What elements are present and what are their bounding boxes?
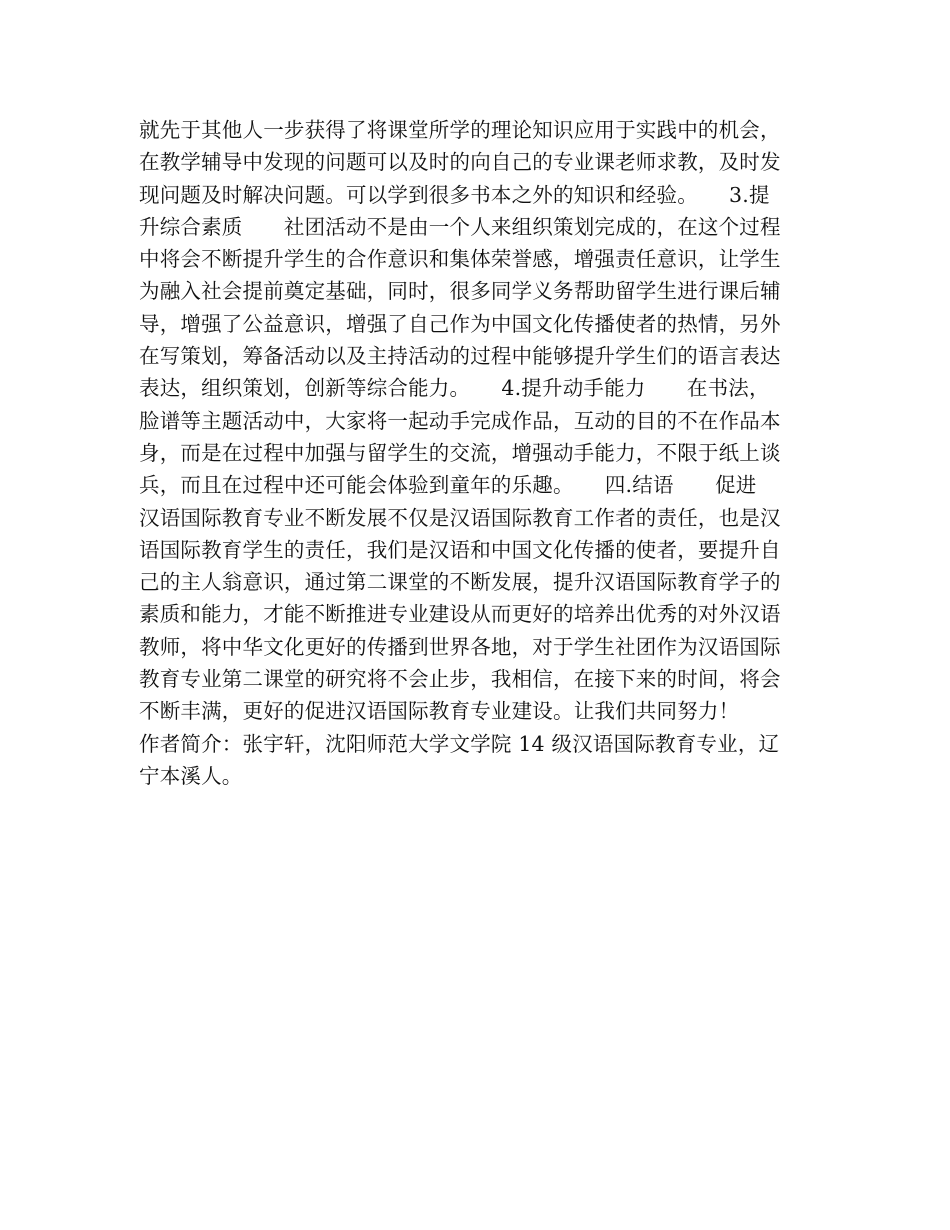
- text-line: 己的主人翁意识，通过第二课堂的不断发展，提升汉语国际教育学子的: [139, 570, 781, 595]
- text-line: 汉语国际教育专业不断发展不仅是汉语国际教育工作者的责任，也是汉: [139, 505, 781, 530]
- text-line: 导，增强了公益意识，增强了自己作为中国文化传播使者的热情，另外: [139, 311, 781, 336]
- author-intro-line: 作者简介：张宇轩，沈阳师范大学文学院 14 级汉语国际教育专业，辽: [139, 731, 780, 756]
- text-line: 升综合素质 社团活动不是由一个人来组织策划完成的，在这个过程: [139, 214, 781, 239]
- text-line: 就先于其他人一步获得了将课堂所学的理论知识应用于实践中的机会，: [139, 118, 781, 142]
- text-line: 在教学辅导中发现的问题可以及时的向自己的专业课老师求教，及时发: [139, 150, 781, 175]
- text-line: 表达，组织策划，创新等综合能力。 4.提升动手能力 在书法，: [139, 376, 770, 401]
- text-line: 在写策划，筹备活动以及主持活动的过程中能够提升学生们的语言表达: [139, 344, 781, 369]
- text-line: 语国际教育学生的责任，我们是汉语和中国文化传播的使者，要提升自: [139, 537, 781, 562]
- text-line: 兵，而且在过程中还可能会体验到童年的乐趣。 四.结语 促进: [139, 473, 757, 498]
- text-line: 现问题及时解决问题。可以学到很多书本之外的知识和经验。 3.提: [139, 182, 770, 207]
- text-line: 素质和能力，才能不断推进专业建设从而更好的培养出优秀的对外汉语: [139, 602, 781, 627]
- text-line: 为融入社会提前奠定基础，同时，很多同学义务帮助留学生进行课后辅: [139, 279, 781, 304]
- body-text: [139, 114, 819, 792]
- text-line: 教师，将中华文化更好的传播到世界各地，对于学生社团作为汉语国际: [139, 634, 781, 659]
- text-line: 身，而是在过程中加强与留学生的交流，增强动手能力，不限于纸上谈: [139, 440, 781, 465]
- text-line: 不断丰满，更好的促进汉语国际教育专业建设。让我们共同努力！: [139, 699, 740, 724]
- text-line: 中将会不断提升学生的合作意识和集体荣誉感，增强责任意识，让学生: [139, 247, 781, 272]
- text-line: 脸谱等主题活动中，大家将一起动手完成作品，互动的目的不在作品本: [139, 408, 781, 433]
- text-line: 教育专业第二课堂的研究将不会止步，我相信，在接下来的时间，将会: [139, 667, 781, 692]
- author-intro-line: 宁本溪人。: [139, 763, 243, 788]
